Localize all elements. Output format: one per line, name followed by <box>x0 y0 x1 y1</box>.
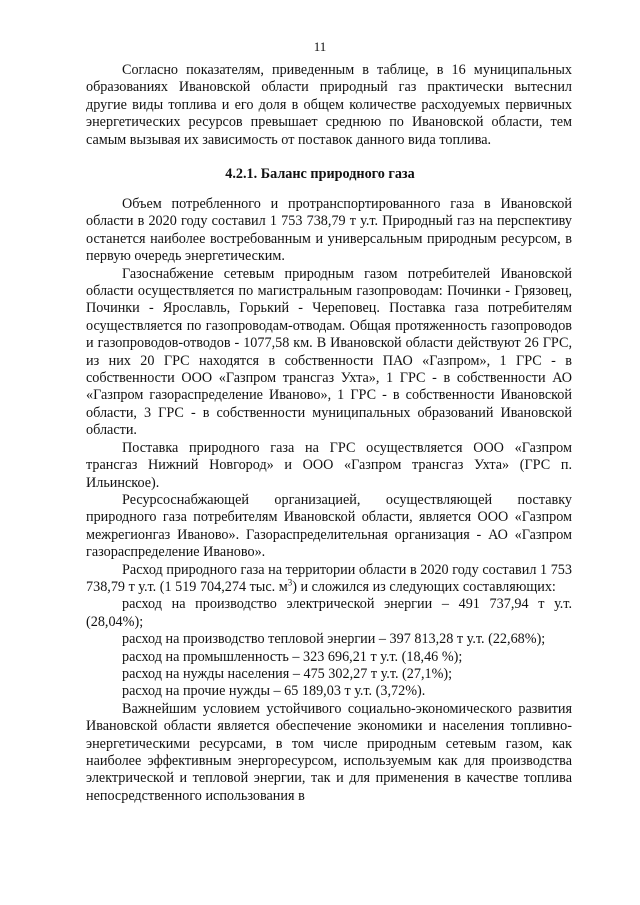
paragraph-gas-delivery: Поставка природного газа на ГРС осуществляется ООО «Газпром трансгаз Нижний Новгород» и ООО «Газпром трансгаз Ухта» (ГРС п. Ильинское). <box>86 439 572 491</box>
consumption-text: Расход природного газа на территории области в 2020 году составил 1 753 738,79 т у.т. (1 519 704,274 тыс. м <box>86 561 572 595</box>
paragraph-gas-volume: Объем потребленного и протранспортированного газа в Ивановской области в 2020 году составил 1 753 738,79 т у.т. Природный газ на перспективу останется наиболее востребованным и универсальным природным ресурсом, в первую очередь энергетическим. <box>86 196 572 265</box>
page-number: 11 <box>313 39 327 54</box>
paragraph-final: Важнейшим условием устойчивого социально-экономического развития Ивановской области является обеспечение экономики и населения топливно-энергетическими ресурсами, в том числе природным сетевым газом, как наиболее эффективным энергоресурсом, используемым как для производства электрической и тепловой энергии, так и для применения в качестве топлива непосредственного использования в <box>86 700 572 804</box>
intro-paragraph: Согласно показателям, приведенным в таблице, в 16 муниципальных образованиях Ивановской области природный газ практически вытеснил другие виды топлива и его доля в общем количестве расходуемых первичных энергетических ресурсов превышает среднюю по Ивановской области, тем самым вызывая их зависимость от поставок данного вида топлива. <box>86 62 572 148</box>
list-item-other: расход на прочие нужды – 65 189,03 т у.т. (3,72%). <box>122 683 426 700</box>
paragraph-gas-supply: Газоснабжение сетевым природным газом потребителей Ивановской области осуществляется по магистральным газопроводам: Починки - Грязовец, Починки - Ярославль, Горький - Череповец. Поставка газа потребителям осуществляется по газопроводам-отводам. Общая протяженность газопроводов и газопроводов-отводов - 1077,58 км. В Ивановской области действуют 26 ГРС, из них 20 ГРС находятся в собственности ПАО «Газпром», 1 ГРС - в собственности ООО «Газпром трансгаз Ухта», 1 ГРС - в собственности АО «Газпром газораспределение Иваново», 1 ГРС - в собственности Ивановской области, 3 ГРС - в собственности муниципальных образований Ивановской области. <box>86 265 572 439</box>
cubic-superscript: 3 <box>287 577 293 588</box>
list-item-electric: расход на производство электрической энергии – 491 737,94 т у.т. (28,04%); <box>86 596 572 630</box>
intro-section <box>86 62 572 149</box>
paragraph-consumption <box>86 562 572 597</box>
main-section <box>86 196 572 805</box>
consumption-text-end: ) и сложился из следующих составляющих: <box>292 578 556 595</box>
list-item-industry: расход на промышленность – 323 696,21 т у.т. (18,46 %); <box>122 648 463 665</box>
paragraph-resource-org: Ресурсоснабжающей организацией, осуществляющей поставку природного газа потребителям Ивановской области, является ООО «Газпром межрегионгаз Иваново». Газораспределительная организация - АО «Газпром газораспределение Иваново». <box>86 491 572 561</box>
section-heading: 4.2.1. Баланс природного газа <box>225 166 415 182</box>
list-item-population: расход на нужды населения – 475 302,27 т у.т. (27,1%); <box>122 665 453 682</box>
list-item-heat: расход на производство тепловой энергии – 397 813,28 т у.т. (22,68%); <box>122 631 546 648</box>
